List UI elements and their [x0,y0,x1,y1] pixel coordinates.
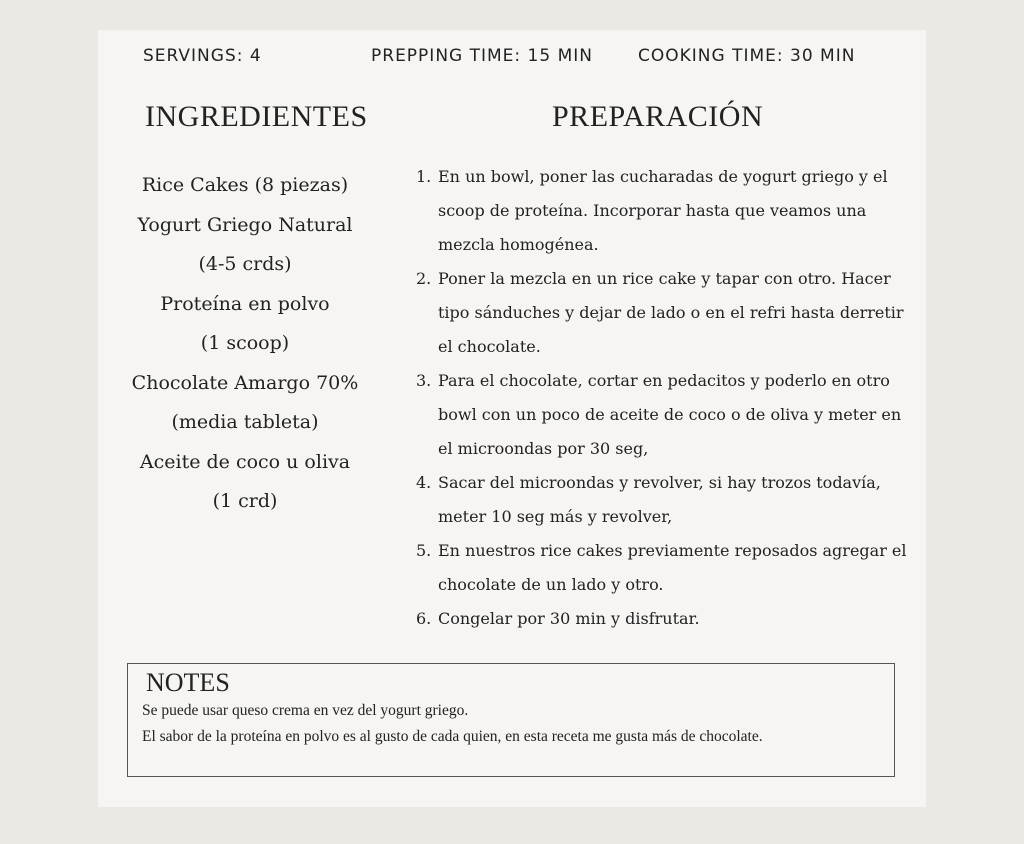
step-text: Sacar del microondas y revolver, si hay trozos todavía, meter 10 seg más y revolver, [438,473,881,526]
step-number: 4. [416,473,432,492]
notes-body [142,698,882,750]
note-line: Se puede usar queso crema en vez del yogurt griego. [142,702,469,719]
step-text: Poner la mezcla en un rice cake y tapar con otro. Hacer tipo sánduches y dejar de lado o en el refri hasta derretir el chocolate. [438,269,904,356]
notes-box [127,663,895,777]
ingredient-line: Aceite de coco u oliva [139,450,351,473]
ingredient-line: Chocolate Amargo 70% [131,371,359,394]
preparation-steps [416,160,916,636]
cooking-time-label: COOKING TIME: 30 MIN [638,46,856,66]
note-line: El sabor de la proteína en polvo es al gusto de cada quien, en esta receta me gusta más de chocolate. [142,728,763,745]
step-number: 5. [416,541,432,560]
preparation-step [416,364,916,466]
step-number: 3. [416,371,432,390]
ingredients-list [110,166,380,522]
ingredient-line: (4-5 crds) [198,253,292,275]
preparation-step [416,466,916,534]
preparation-step [416,602,916,636]
ingredients-title: INGREDIENTES [145,100,368,133]
ingredient-line: (media tableta) [171,411,319,433]
step-number: 2. [416,269,432,288]
step-number: 1. [416,167,432,186]
preparation-step [416,160,916,262]
step-text: En nuestros rice cakes previamente reposados agregar el chocolate de un lado y otro. [438,541,907,594]
ingredient-line: (1 crd) [212,490,278,512]
ingredient-line: Yogurt Griego Natural [137,213,353,236]
ingredient-line: (1 scoop) [200,332,290,354]
prepping-time-label: PREPPING TIME: 15 MIN [371,46,593,66]
step-number: 6. [416,609,432,628]
preparation-title: PREPARACIÓN [552,100,764,133]
preparation-step [416,262,916,364]
ingredient-line: Proteína en polvo [160,292,330,315]
preparation-step [416,534,916,602]
ingredient-line: Rice Cakes (8 piezas) [141,174,349,196]
servings-label: SERVINGS: 4 [143,46,262,66]
step-text: Para el chocolate, cortar en pedacitos y poderlo en otro bowl con un poco de aceite de coco o de oliva y meter en el microondas por 30 seg, [438,371,902,458]
notes-title: NOTES [146,668,230,697]
step-text: Congelar por 30 min y disfrutar. [438,609,700,628]
step-text: En un bowl, poner las cucharadas de yogurt griego y el scoop de proteína. Incorporar hasta que veamos una mezcla homogénea. [438,167,888,254]
